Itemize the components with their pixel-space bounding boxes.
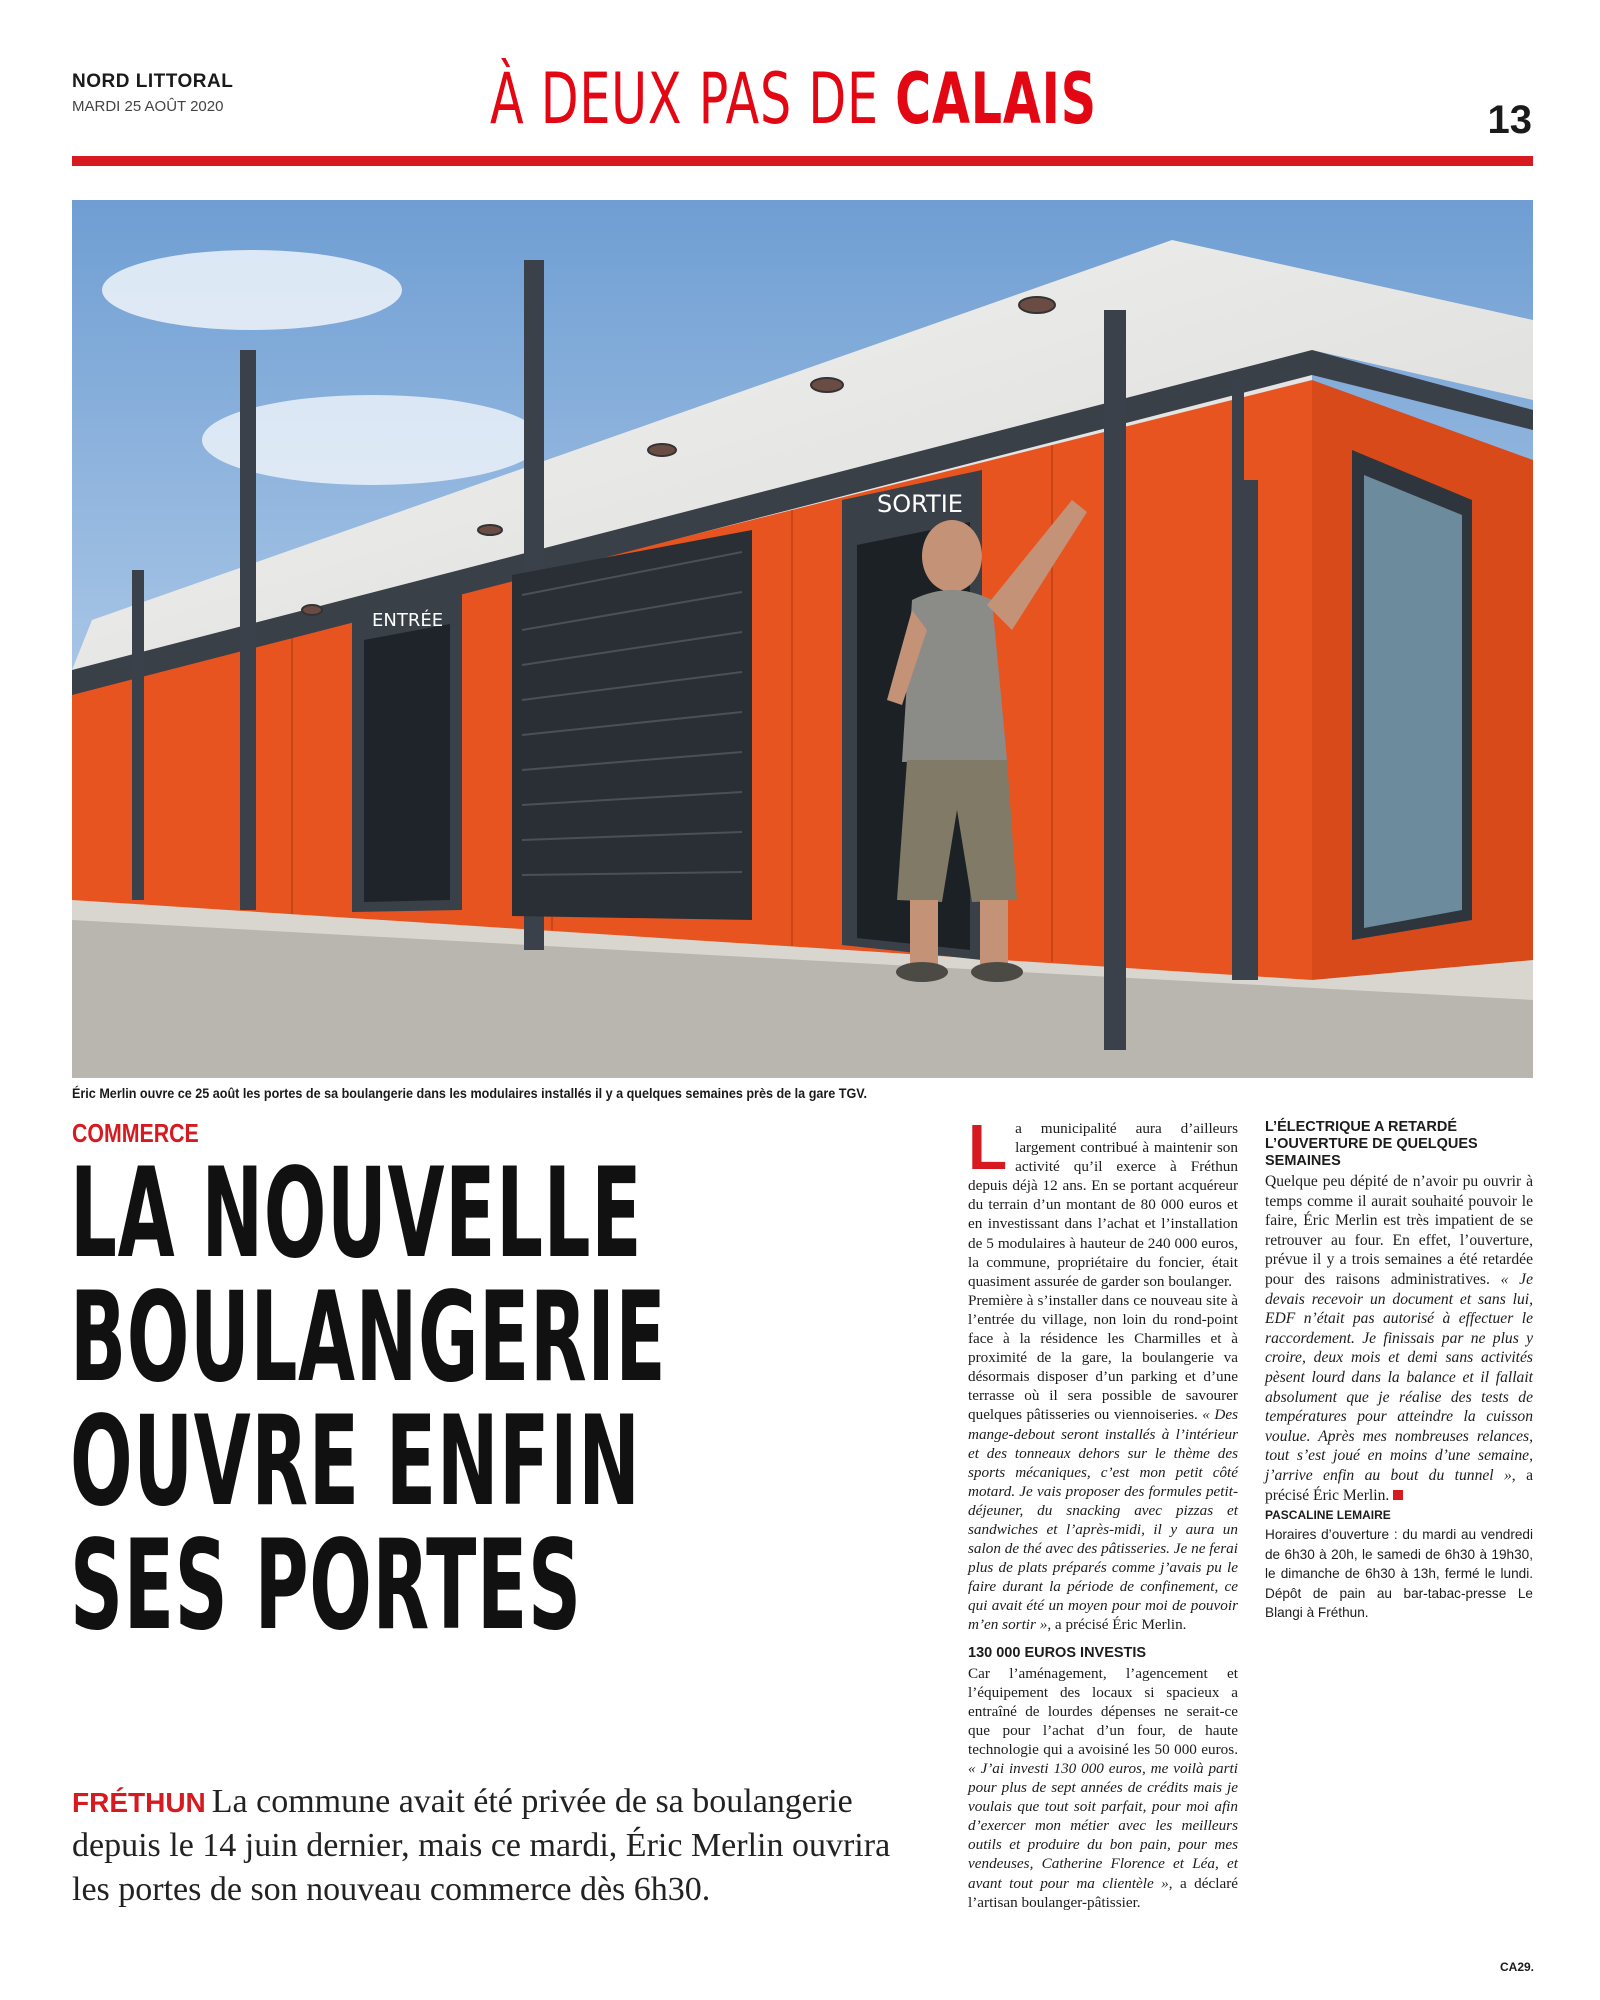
paragraph: La municipalité aura d’ailleurs largement contribué à maintenir son activité qu’il exerce à Fréthun depuis déjà 12 ans. En se portant acquéreur du terrain d’un montant de 80 000 euros et en investissant dans l’achat et l’installation de 5 modulaires à hauteur de 240 000 euros, la commune, propriétaire du foncier, était quasiment assurée de garder son boulanger. [968, 1111, 1238, 1290]
headline-line: OUVRE ENFIN [70, 1390, 641, 1534]
article-lead [72, 1780, 912, 1912]
subheading: 130 000 EUROS INVESTIS [968, 1644, 1147, 1661]
article-column-1 [968, 1111, 1239, 1912]
section-prefix: À DEUX PAS DE [490, 58, 896, 140]
exit-sign: SORTIE [877, 490, 963, 518]
section-title [490, 58, 1097, 140]
paragraph: Car l’aménagement, l’agencement et l’équipement des locaux si spacieux a entraîné de lourdes dépenses ne serait-ce que pour l’achat d’un four, de haute technologie qui a avoisiné les 50 000 euros. « J’ai investi 130 000 euros, me voilà parti pour plus de sept années de crédits mais je voulais que tout soit parfait, pour moi afin d’exercer mon métier avec les meilleurs outils et produire du bon pain, pour mes vendeuses, Catherine Florence et Léa, et avant tout pour ma clientèle », a déclaré l’artisan boulanger-pâtissier. [968, 1664, 1239, 1911]
subheading: L’ÉLECTRIQUE A RETARDÉ L’OUVERTURE DE QUELQUES SEMAINES [1265, 1119, 1478, 1169]
section-highlight: CALAIS [895, 58, 1097, 140]
photo-caption: Éric Merlin ouvre ce 25 août les portes de sa boulangerie dans les modulaires installés il y a quelques semaines près de la gare TGV. [72, 1085, 868, 1101]
publication-date: MARDI 25 AOÛT 2020 [72, 98, 224, 115]
page-code: CA29. [1499, 1960, 1534, 1974]
header-rule [72, 156, 1533, 166]
headline-line: SES PORTES [70, 1514, 582, 1658]
headline-line: BOULANGERIE [70, 1266, 667, 1410]
publication-name: NORD LITTORAL [72, 71, 234, 92]
article-column-2 [1265, 1119, 1533, 1623]
opening-hours: Horaires d’ouverture : du mardi au vendredi de 6h30 à 20h, le samedi de 6h30 à 19h30, le dimanche de 6h30 à 13h, fermé le lundi. Dépôt de pain au bar-tabac-presse Le Blangi à Fréthun. [1265, 1527, 1533, 1621]
page-number: 13 [1487, 98, 1532, 142]
quote: « Je devais recevoir un document et sans lui, EDF n’était pas autorisé à effectuer le raccordement. Je finissais par ne plus y croire, deux mois et demi sans activités pèsent lourd dans la balance et il fallait absolument que je réalise des tests de températures pour atteindre la cuisson voulue. Après mes nombreuses relances, tout s’est joué en moins d’une semaine, j’arrive enfin au bout du tunnel » [1265, 1270, 1533, 1484]
bakery-photo-illustration [72, 200, 1533, 1078]
lead-text: La commune avait été privée de sa boulangerie depuis le 14 juin dernier, mais ce mardi, Éric Merlin ouvrira les portes de son nouveau commerce dès 6h30. [72, 1783, 891, 1908]
article-headline [70, 1142, 862, 1658]
entry-sign: ENTRÉE [372, 610, 444, 631]
quote: « Des mange-debout seront installés à l’intérieur et des tonneaux dehors sur le thème des sports mécaniques, c’est mon petit côté motard. Je vais proposer des formules petit-déjeuner, du snacking avec pizzas et sandwiches et l’après-midi, il y aura un salon de thé avec des pâtisseries. Je ne ferai plus de plats préparés comme j’avais pu le faire durant la période de confinement, ce qui avait été un moyen pour moi de pouvoir m’en sortir » [968, 1406, 1238, 1634]
paragraph: Quelque peu dépité de n’avoir pu ouvrir à temps comme il aurait souhaité pouvoir le faire, Éric Merlin est très impatient de se retrouver au four. En effet, l’ouverture, prévue il y a trois semaines a été retardée pour des raisons administratives. « Je devais recevoir un document et sans lui, EDF n’était pas autorisé à effectuer le raccordement. Je finissais par ne plus y croire, deux mois et demi sans activités pèsent lourd dans la balance et il fallait absolument que je réalise des tests de températures pour atteindre la cuisson voulue. Après mes nombreuses relances, tout s’est joué en moins d’une semaine, j’arrive enfin au bout du tunnel », a précisé Éric Merlin. [1265, 1173, 1533, 1504]
article-kicker: COMMERCE [72, 1118, 199, 1148]
byline: PASCALINE LEMAIRE [1265, 1508, 1391, 1523]
headline-line: LA NOUVELLE [70, 1142, 643, 1286]
end-mark [1393, 1490, 1403, 1500]
quote: « J’ai investi 130 000 euros, me voilà parti pour plus de sept années de crédits mais je voulais que tout soit parfait, pour moi afin d’exercer mon métier avec les meilleurs outils et produire du bon pain, pour mes vendeuses, Catherine Florence et Léa, et avant tout pour ma clientèle » [968, 1760, 1238, 1892]
article-photo [72, 200, 1533, 1078]
paragraph: Première à s’installer dans ce nouveau site à l’entrée du village, non loin du rond-point face à la résidence les Charmilles et à proximité de la gare, la boulangerie va désormais disposer d’un parking et d’une terrasse où il sera possible de savourer quelques pâtisseries ou viennoiseries. « Des mange-debout seront installés à l’intérieur et des tonneaux dehors sur le thème des sports mécaniques, c’est mon petit côté motard. Je vais proposer des formules petit-déjeuner, du snacking avec pizzas et sandwiches et l’après-midi, il y aura un salon de thé avec des pâtisseries. Je ne ferai plus de plats préparés comme j’avais pu le faire durant la période de confinement, ce qui avait été un moyen pour moi de pouvoir m’en sortir », a précisé Éric Merlin. [968, 1291, 1238, 1634]
drop-cap: L [968, 1111, 1008, 1183]
lead-place: FRÉTHUN [72, 1787, 206, 1818]
